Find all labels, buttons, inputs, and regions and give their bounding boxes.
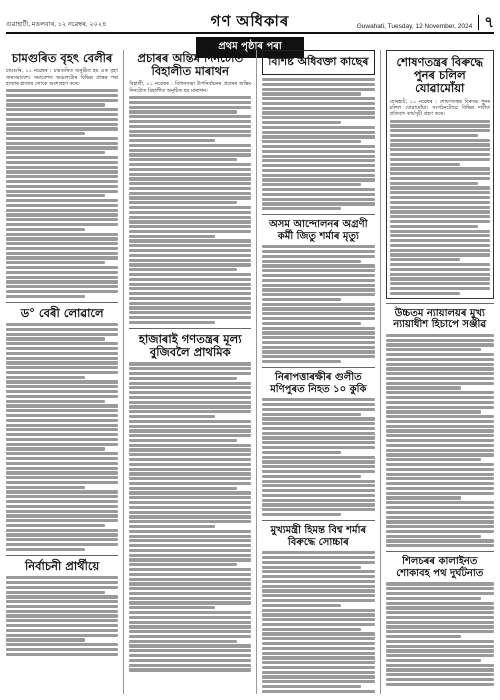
headline-dr-beri: ড° বেৰী লোৱালে <box>20 305 104 320</box>
headline-silchar-accident: শিলচৰৰ কালাইনত শোকাবহ পথ দুৰ্ঘটনাত <box>396 556 484 579</box>
article-body-dr-beri <box>6 323 118 551</box>
headline-jitu-sharma: অসম আন্দোলনৰ অগ্ৰণী কৰ্মী জিতু শৰ্মাৰ মৃত্যু <box>269 219 368 242</box>
divider <box>262 367 374 368</box>
article-body-candidates <box>6 576 118 656</box>
masthead-date-english: Guwahati, Tuesday, 12 November, 2024 <box>356 23 473 30</box>
column-separator <box>380 50 381 694</box>
column-4 <box>386 50 495 694</box>
headline-cm-protest: মুখ্যমন্ত্ৰী হিমন্ত বিশ্ব শৰ্মাৰ বিৰুদ্ধে সোচ্চাৰ <box>270 525 367 548</box>
article-body-advocate <box>262 78 374 210</box>
headline-candidates: নিৰ্বাচনী প্ৰাৰ্থীয়ে <box>25 559 100 574</box>
headline-exploitation: শোষণতন্ত্ৰৰ বিৰুদ্ধে পুনৰ চলিল যোৱামোঁয়া <box>396 55 484 96</box>
article-lead-chamguri: চামগুৰি, ১১ নৱেম্বৰ : চামগুৰিত অনুষ্ঠিত হয় এক বৃহৎ জনসমাবেশ। সমাবেশত অঞ্চলটোৰ বিভিন্ন প্ৰান্তৰ পৰা হাজাৰ হাজাৰ লোকে অংশগ্ৰহণ কৰে। <box>6 68 119 87</box>
column-3 <box>262 50 374 694</box>
article-body-cm-protest <box>262 551 374 693</box>
column-separator <box>256 50 257 694</box>
headline-advocate-boxed: বিশিষ্ট অধিবক্তা কাছেৰ <box>262 50 374 75</box>
headline-bihali-marathon: প্ৰচাৰৰ অন্তিম দিনটোত বিহালীত মাৰাথন <box>137 51 244 79</box>
article-body-manipur <box>262 398 374 516</box>
newspaper-title: গণ অধিকাৰ <box>210 14 290 30</box>
column-1 <box>6 50 118 694</box>
article-body-chamguri <box>6 89 118 298</box>
article-body-exploitation <box>390 120 491 295</box>
divider <box>6 302 118 303</box>
column-2 <box>129 50 251 694</box>
columns <box>6 50 494 694</box>
masthead-right <box>294 15 494 30</box>
article-body-chief-justice <box>386 334 495 548</box>
article-body-jitu-sharma <box>262 245 374 363</box>
headline-manipur-kuki: নিৰাপত্তাৰক্ষীৰ গুলীত মণিপুৰত নিহত ১০ কুকি <box>270 372 367 395</box>
divider <box>262 520 374 521</box>
divider <box>386 551 495 552</box>
masthead <box>6 4 494 34</box>
divider <box>6 555 118 556</box>
article-lead-exploitation: যোৰহাট, ১১ নৱেম্বৰ : শোষণতন্ত্ৰৰ বিৰুদ্ধে পুনৰ চলিল যোৱামোঁয়া। সংগঠনটোৱে বিভিন্ন দাবীত প্ৰতিবাদ কাৰ্যসূচী গ্ৰহণ কৰে। <box>389 98 491 118</box>
article-lead-bihali: বিহালী, ১১ নৱেম্বৰ : বিধানসভা উপনিৰ্বাচনৰ প্ৰচাৰৰ অন্তিম দিনটোত বিহালীত অনুষ্ঠিত হয় মাৰাথন। <box>129 81 252 94</box>
headline-chamguri-rally: চামগুৰিত বৃহৎ বেলীৰ <box>11 51 113 65</box>
article-body-bihali <box>129 96 251 324</box>
headline-democracy-value: হাজাৰাই গণতন্ত্ৰৰ মূল্য বুজিবলৈ প্ৰাথমিক <box>138 331 242 360</box>
box-exploitation <box>386 50 495 299</box>
divider <box>386 303 495 304</box>
section-banner: প্ৰথম পৃষ্ঠাৰ পৰা <box>196 37 304 58</box>
article-body-silchar <box>386 582 495 686</box>
masthead-date-assamese: গুৱাহাটী, মঙলবাৰ, ১২ নৱেম্বৰ, ২০২৪ <box>6 21 107 28</box>
divider <box>262 214 374 215</box>
article-body-democracy <box>129 362 251 671</box>
column-separator <box>123 50 124 694</box>
divider <box>129 328 251 329</box>
page-number: ৭ <box>478 15 494 30</box>
headline-chief-justice: উচ্চতম ন্যায়ালয়ৰ মুখ্য ন্যায়াধীশ হিচাপে সঞ্জীৱ <box>393 307 487 331</box>
